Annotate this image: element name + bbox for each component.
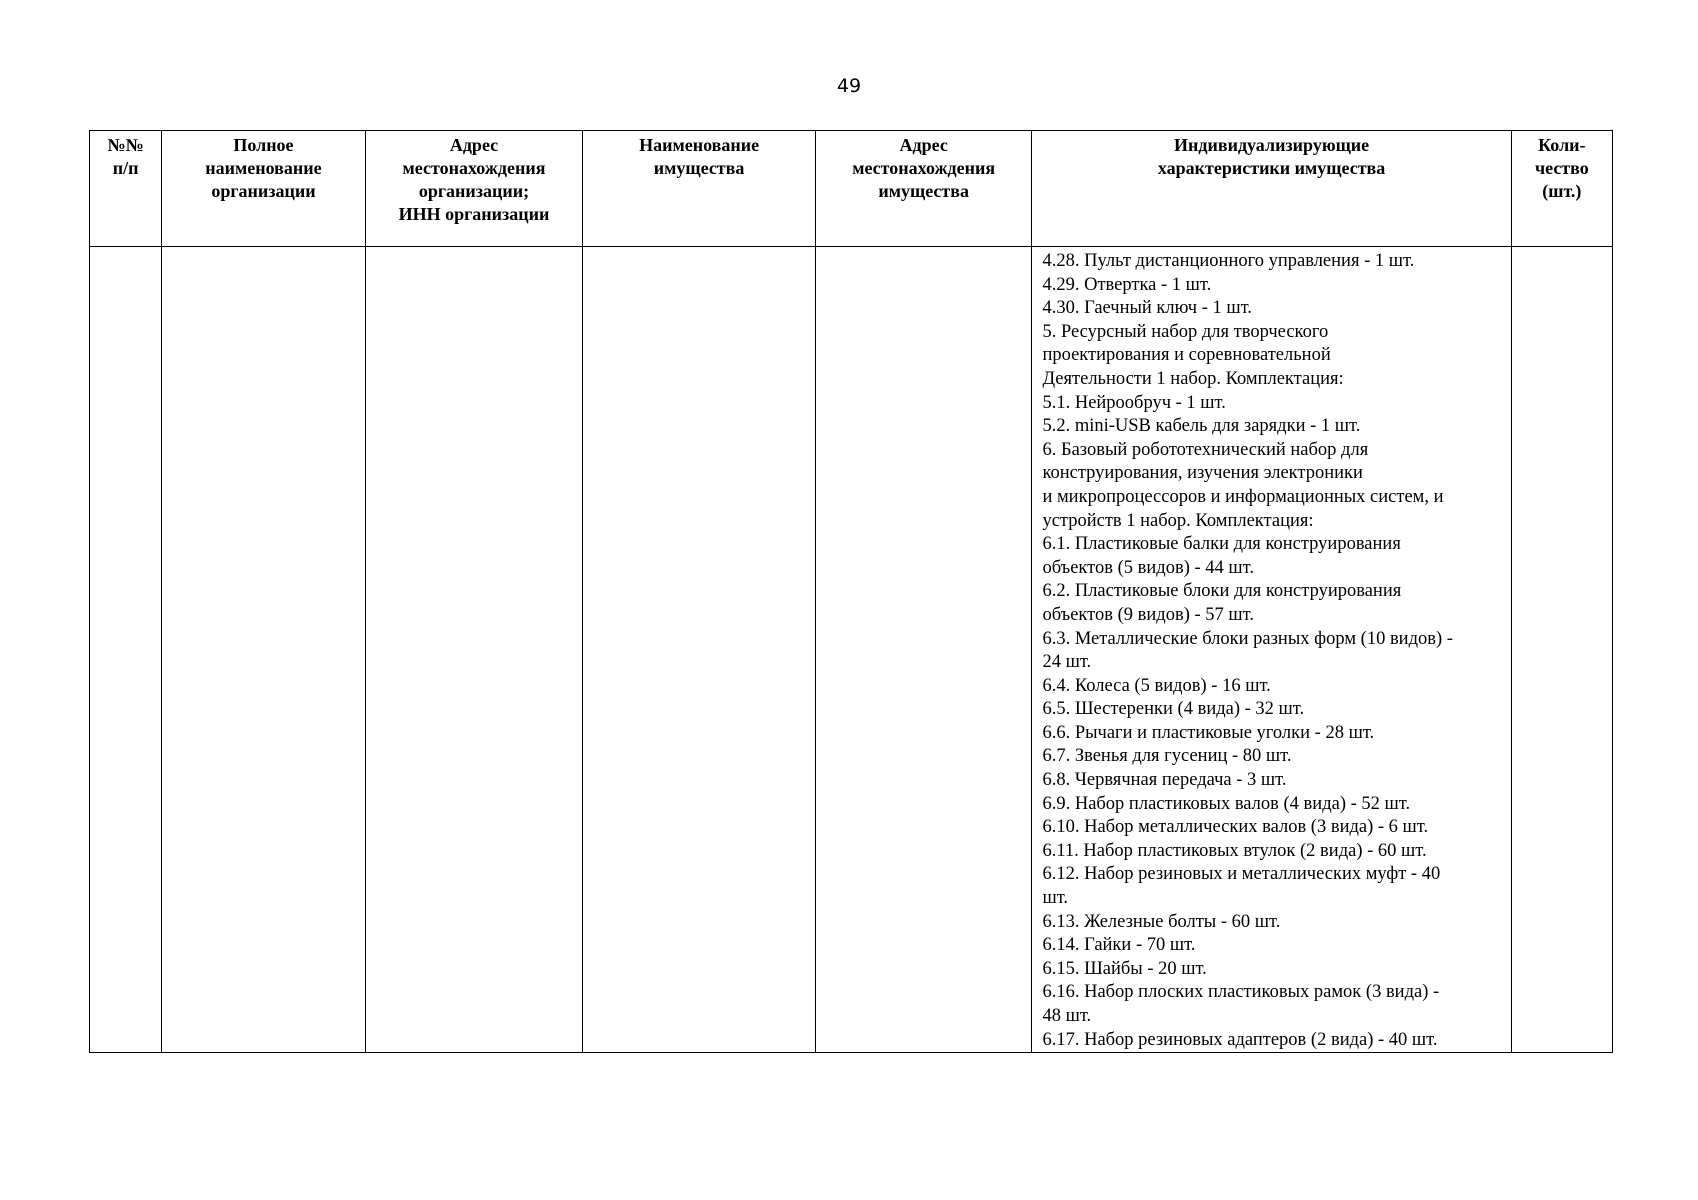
characteristic-line: шт.	[1042, 888, 1069, 909]
header-property-address: Адрес местонахождения имущества	[815, 131, 1032, 247]
cell-quantity	[1511, 247, 1612, 1053]
page-number: 49	[836, 75, 862, 97]
property-table	[89, 130, 1613, 1053]
characteristic-line: Деятельности 1 набор. Комплектация:	[1042, 368, 1344, 389]
characteristic-line: объектов (5 видов) - 44 шт.	[1042, 557, 1254, 578]
characteristic-line: 6.15. Шайбы - 20 шт.	[1042, 958, 1207, 979]
characteristic-line: проектирования и соревновательной	[1042, 345, 1331, 366]
header-org-address: Адрес местонахождения организации; ИНН организации	[365, 131, 583, 247]
header-number: №№ п/п	[90, 131, 162, 247]
characteristic-line: 5.1. Нейрообруч - 1 шт.	[1042, 392, 1226, 413]
characteristic-line: и микропроцессоров и информационных систем, и	[1042, 486, 1444, 507]
characteristic-line: 6.3. Металлические блоки разных форм (10 видов) -	[1042, 628, 1453, 649]
characteristic-line: 6.2. Пластиковые блоки для конструирования	[1042, 581, 1402, 602]
cell-org-address	[365, 247, 583, 1053]
characteristic-line: 4.29. Отвертка - 1 шт.	[1042, 274, 1212, 295]
cell-org-name	[162, 247, 366, 1053]
characteristic-line: 6.10. Набор металлических валов (3 вида) - 6 шт.	[1042, 817, 1429, 838]
characteristic-line: 6.7. Звенья для гусениц - 80 шт.	[1042, 746, 1292, 767]
table-header-row	[90, 131, 1613, 247]
characteristic-line: устройств 1 набор. Комплектация:	[1042, 510, 1314, 531]
characteristic-line: 6.1. Пластиковые балки для конструирования	[1042, 534, 1401, 555]
header-org-name: Полное наименование организации	[162, 131, 366, 247]
table-row	[90, 247, 1613, 1053]
characteristic-line: 6.14. Гайки - 70 шт.	[1042, 935, 1196, 956]
characteristic-line: 6.9. Набор пластиковых валов (4 вида) - 52 шт.	[1042, 793, 1411, 814]
characteristic-line: 6.6. Рычаги и пластиковые уголки - 28 шт.	[1042, 722, 1375, 743]
characteristic-line: 6.13. Железные болты - 60 шт.	[1042, 911, 1281, 932]
characteristic-line: 4.30. Гаечный ключ - 1 шт.	[1042, 298, 1252, 319]
characteristic-line: 6.8. Червячная передача - 3 шт.	[1042, 770, 1287, 791]
characteristic-line: конструирования, изучения электроники	[1042, 463, 1363, 484]
characteristic-line: 5.2. mini-USB кабель для зарядки - 1 шт.	[1042, 416, 1361, 437]
header-quantity: Коли- чество (шт.)	[1511, 131, 1612, 247]
header-property-name: Наименование имущества	[583, 131, 816, 247]
characteristic-line: 6.5. Шестеренки (4 вида) - 32 шт.	[1042, 699, 1305, 720]
cell-property-name	[583, 247, 816, 1053]
characteristic-line: 6.4. Колеса (5 видов) - 16 шт.	[1042, 675, 1271, 696]
characteristics-list	[1032, 247, 1510, 1052]
characteristic-line: 48 шт.	[1042, 1006, 1092, 1026]
cell-number	[90, 247, 162, 1053]
characteristic-line: 5. Ресурсный набор для творческого	[1042, 321, 1329, 342]
characteristic-line: 6. Базовый робототехнический набор для	[1042, 439, 1369, 460]
cell-property-address	[815, 247, 1032, 1053]
characteristic-line: объектов (9 видов) - 57 шт.	[1042, 604, 1254, 625]
characteristic-line: 4.28. Пульт дистанционного управления - 1 шт.	[1042, 251, 1415, 271]
characteristic-line: 24 шт.	[1042, 652, 1092, 673]
header-characteristics: Индивидуализирующие характеристики имущества	[1032, 131, 1511, 247]
characteristic-line: 6.16. Набор плоских пластиковых рамок (3 вида) -	[1042, 982, 1440, 1003]
characteristic-line: 6.17. Набор резиновых адаптеров (2 вида) - 40 шт.	[1042, 1029, 1438, 1050]
cell-characteristics	[1032, 247, 1511, 1053]
characteristic-line: 6.11. Набор пластиковых втулок (2 вида) - 60 шт.	[1042, 840, 1427, 861]
characteristic-line: 6.12. Набор резиновых и металлических муфт - 40	[1042, 864, 1441, 885]
